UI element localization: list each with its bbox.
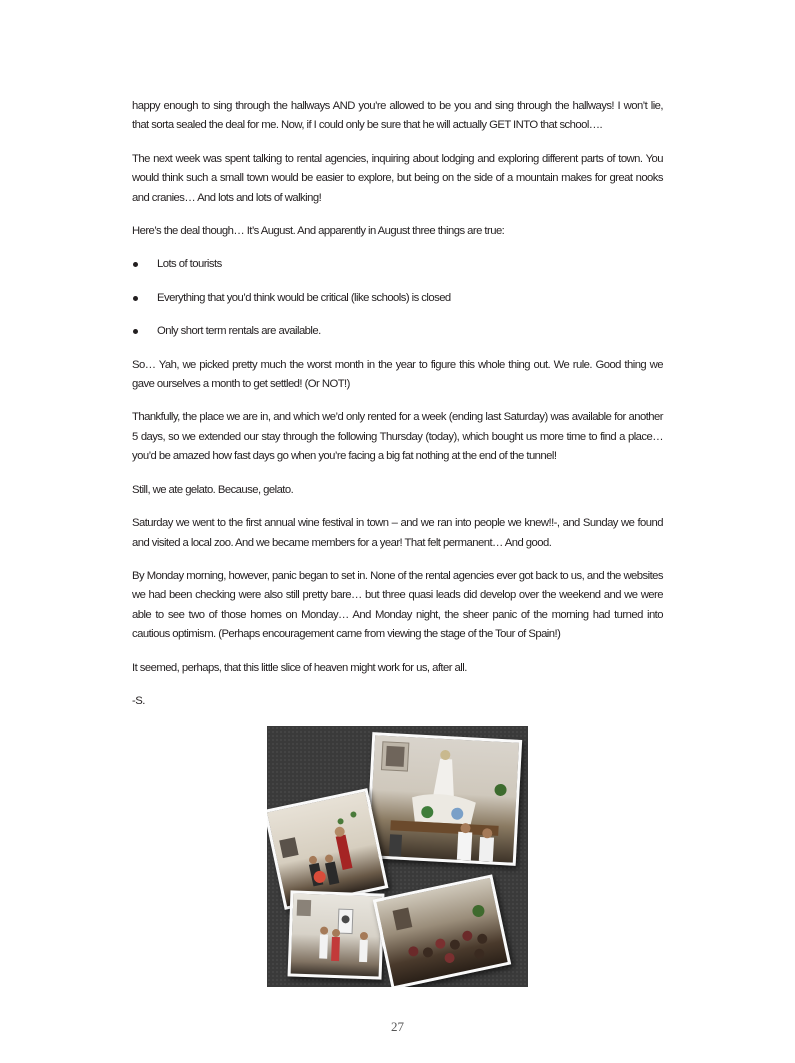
crowd-illustration (376, 878, 507, 986)
bullet-item (132, 289, 663, 308)
photo-collage (267, 726, 528, 987)
bullet-text: Only short term rentals are available. (157, 325, 321, 338)
bullet-icon (133, 296, 138, 301)
signature: -S. (132, 694, 145, 707)
page-number: 27 (391, 1019, 404, 1034)
paragraph: So… Yah, we picked pretty much the worst month in the year to figure this whole thing out. We rule. Good thing we gave ourselves a month to get settled! (Or NOT!) (132, 358, 663, 391)
bullet-item (132, 322, 663, 341)
paragraph: happy enough to sing through the hallways AND you’re allowed to be you and sing through the hallways! I won’t lie, that sorta sealed the deal for me. Now, if I could only be sure that he will actually GET INTO that school…. (132, 100, 663, 132)
procession-illustration (369, 735, 519, 862)
paragraph: Thankfully, the place we are in, and which we’d only rented for a week (ending last Saturday) was available for another 5 days, so we extended our stay through the following Thursday (today), which bought us more time to find a place…you’d be amazed how fast days go when you’re facing a big fat nothing at the end of the tunnel! (132, 411, 663, 463)
drummers-illustration (267, 792, 385, 907)
bullet-icon (133, 329, 138, 334)
paragraph: Still, we ate gelato. Because, gelato. (132, 483, 294, 496)
paragraph: Here’s the deal though… It’s August. And apparently in August three things are true: (132, 225, 505, 238)
paragraph: Saturday we went to the first annual wine festival in town – and we ran into people we knew!!-, and Sunday we found and visited a local zoo. And we became members for a year! That felt permanent… And good. (132, 517, 663, 549)
bullet-list (132, 255, 663, 341)
parade-illustration (291, 893, 382, 976)
photo-evening-crowd (373, 874, 511, 987)
paragraph: By Monday morning, however, panic began to set in. None of the rental agencies ever got back to us, and the websites we had been checking were also still pretty bare… but three quasi leads did develop over the weekend and we were able to see two of those homes on Monday… And Monday night, the sheer panic of the morning had turned into cautious optimism. (Perhaps encouragement came from viewing the stage of the Tour of Spain!) (132, 569, 663, 641)
bullet-text: Lots of tourists (157, 258, 222, 271)
bullet-item (132, 255, 663, 274)
bullet-text: Everything that you’d think would be critical (like schools) is closed (157, 291, 451, 304)
paragraph: The next week was spent talking to rental agencies, inquiring about lodging and exploring different parts of town. You would think such a small town would be easier to explore, but being on the side of a mountain makes for great nooks and cranies… And lots and lots of walking! (132, 152, 663, 204)
page-body (132, 97, 663, 725)
paragraph: It seemed, perhaps, that this little slice of heaven might work for us, after all. (132, 661, 467, 674)
bullet-icon (133, 262, 138, 267)
photo-parade-banners (288, 890, 385, 979)
photo-procession-statue (366, 732, 522, 866)
